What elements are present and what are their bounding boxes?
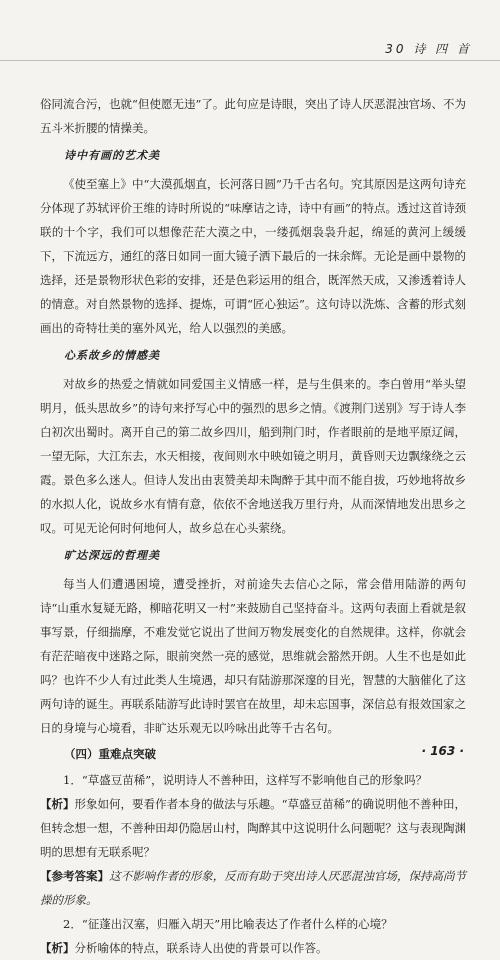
- section-heading: （四）重难点突破: [64, 747, 156, 761]
- analysis-tag: 【析】: [40, 941, 75, 955]
- answer-1: [40, 864, 466, 912]
- paragraph-philosophy-beauty: 每当人们遭遇困境，遭受挫折，对前途失去信心之际，常会借用陆游的两句诗“山重水复疑无路，柳暗花明又一村”来鼓励自己坚持奋斗。这两句表面上看就是叙事写景，仔细揣摩，不难发觉它说出了世间万物发展变化的自然规律。这样，你就会有茫茫暗夜中迷路之际，眼前突然一亮的感觉，思维就会豁然开朗。人生不也是如此吗？也许不少人有过此类人生境遇，却只有陆游那深邃的目光，智慧的大脑催化了这两句诗的诞生。再联系陆游写此诗时罢官在故里，却未忘国事，深信总有报效国家之日的身境与心境看，非旷达乐观无以吟咏出此等千古名句。: [40, 577, 466, 735]
- subheading-homesick-beauty: 心系故乡的情感美: [64, 349, 160, 362]
- page-number: · 163 ·: [421, 744, 464, 758]
- analysis-2: [40, 936, 466, 960]
- question-2: 2．“征蓬出汉塞，归雁入胡天”用比喻表达了作者什么样的心境？: [63, 917, 393, 931]
- paragraph-homesick-beauty: 对故乡的热爱之情就如同爱国主义情感一样，是与生俱来的。李白曾用“举头望明月，低头思故乡”的诗句来抒写心中的强烈的思乡之情。《渡荆门送别》写于诗人李白初次出蜀时。离开自己的第二故乡四川，船到荆门时，作者眼前的是地平原辽阔，一望无际，大江东去，水天相接，夜间则水中映如镜之明月，黄昏则天边飘缘绕之云霞。景色多么迷人。但诗人发出由衷赞美却未陶醉于其中而不能自拔，巧妙地将故乡的水拟人化，说故乡水有情有意，依依不舍地送我万里行舟，从而深情地发出思乡之叹。可见无论何时何地何人，故乡总在心头萦绕。: [40, 377, 466, 535]
- analysis-tag: 【析】: [40, 797, 75, 811]
- paragraph-picture-beauty: 《使至塞上》中“大漠孤烟直，长河落日圆”乃千古名句。究其原因是这两句诗充分体现了苏轼评价王维的诗时所说的“味摩诘之诗，诗中有画”的特点。透过这首诗颈联的十个字，我们可以想像茫茫大漠之中，一缕孤烟袅袅升起，绵延的黄河上缓缓下，下流远方，通红的落日如同一面大镜子洒下最后的一抹余辉。无论是画中景物的选择，还是景物形状色彩的安排，还是色彩运用的组合，既浑然天成，又渗透着诗人的情意。对自然景物的选择、提炼，可谓“匠心独运”。这句诗以洗炼、含蓄的形式刻画出的奇特壮美的塞外风光，给人以强烈的美感。: [40, 177, 466, 335]
- subheading-philosophy-beauty: 旷达深远的哲理美: [64, 549, 160, 562]
- page-header: [0, 0, 500, 62]
- answer-text: 这不影响作者的形象，反而有助于突出诗人厌恶混浊官场，保持高尚节操的形象。: [40, 869, 467, 907]
- answer-tag: 【参考答案】: [40, 869, 110, 883]
- page-body: [40, 92, 466, 960]
- subheading-picture-beauty: 诗中有画的艺术美: [64, 149, 160, 162]
- header-rule: [0, 60, 500, 61]
- analysis-text: 形象如何，要看作者本身的做法与乐趣。“草盛豆苗稀”的确说明他不善种田，但转念想一想，不善种田却仍隐居山村，陶醉其中这说明什么问题呢？这与表现陶渊明的思想有无联系呢？: [40, 797, 467, 859]
- running-title: 30 诗 四 首: [385, 42, 472, 56]
- paragraph-intro: 俗同流合污，也就“但使愿无违”了。此句应是诗眼，突出了诗人厌恶混浊官场、不为五斗米折腰的情操美。: [40, 97, 466, 135]
- analysis-text: 分析喻体的特点，联系诗人出使的背景可以作答。: [74, 941, 328, 955]
- question-1: 1．“草盛豆苗稀”，说明诗人不善种田，这样写不影响他自己的形象吗？: [63, 773, 428, 787]
- analysis-1: [40, 792, 466, 864]
